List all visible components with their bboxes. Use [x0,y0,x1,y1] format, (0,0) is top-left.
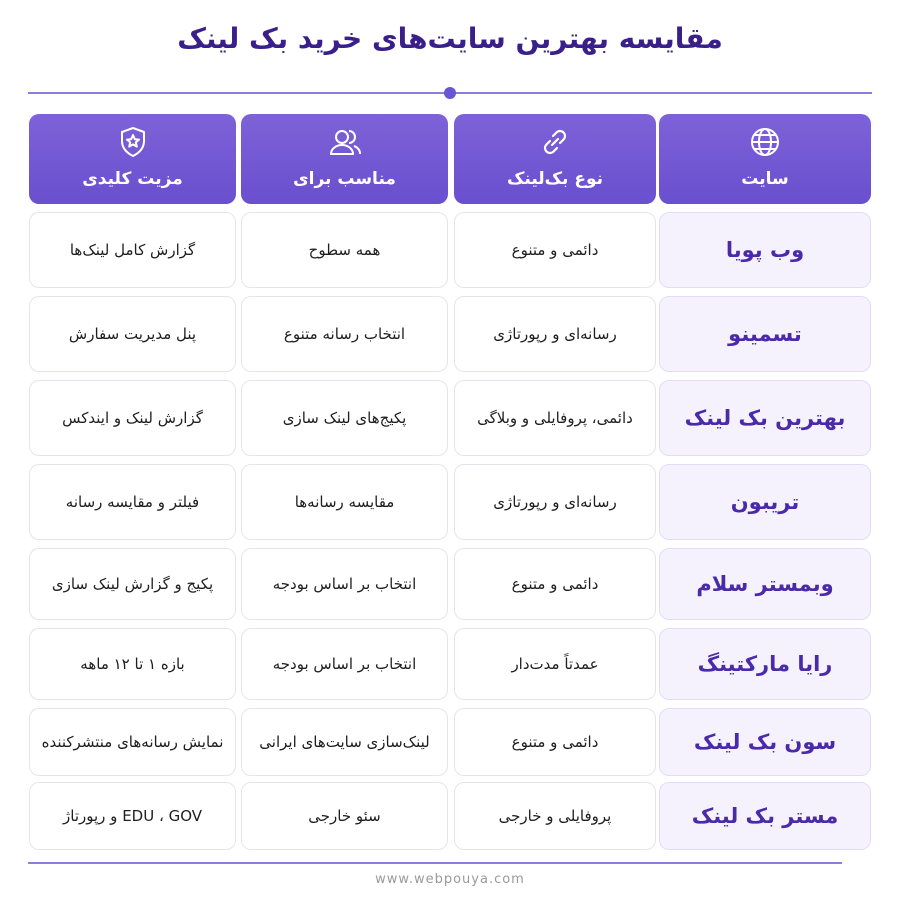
row-7-advantage: نمایش رسانه‌های منتشرکننده [29,708,236,776]
row-2-type: رسانه‌ای و رپورتاژی [454,296,656,372]
row-4-fit: مقایسه رسانه‌ها [241,464,448,540]
row-3-site: بهترین بک لینک [659,380,871,456]
row-6-fit: انتخاب بر اساس بودجه [241,628,448,700]
page-title: مقایسه بهترین سایت‌های خرید بک لینک [177,22,723,55]
row-5-advantage: پکیج و گزارش لینک سازی [29,548,236,620]
header-site [659,114,871,204]
footer-url: www.webpouya.com [375,872,525,887]
row-6-site: رایا مارکتینگ [659,628,871,700]
row-6-type: عمدتاً مدت‌دار [454,628,656,700]
users-icon [325,122,365,162]
row-5-type: دائمی و متنوع [454,548,656,620]
header-fit-label: مناسب برای [293,169,396,189]
shield-star-icon [113,122,153,162]
row-4-type: رسانه‌ای و رپورتاژی [454,464,656,540]
row-8-type: پروفایلی و خارجی [454,782,656,850]
row-7-fit: لینک‌سازی سایت‌های ایرانی [241,708,448,776]
top-divider-dot [444,87,456,99]
row-3-type: دائمی، پروفایلی و وبلاگی [454,380,656,456]
row-1-advantage: گزارش کامل لینک‌ها [29,212,236,288]
row-2-fit: انتخاب رسانه متنوع [241,296,448,372]
row-4-advantage: فیلتر و مقایسه رسانه [29,464,236,540]
row-3-fit: پکیج‌های لینک سازی [241,380,448,456]
row-2-advantage: پنل مدیریت سفارش [29,296,236,372]
header-advantage [29,114,236,204]
row-7-site: سون بک لینک [659,708,871,776]
header-type [454,114,656,204]
row-1-type: دائمی و متنوع [454,212,656,288]
row-4-site: تریبون [659,464,871,540]
row-5-site: وبمستر سلام [659,548,871,620]
row-8-site: مستر بک لینک [659,782,871,850]
header-fit [241,114,448,204]
row-7-type: دائمی و متنوع [454,708,656,776]
row-8-advantage: EDU ، GOV و رپورتاژ [29,782,236,850]
bottom-divider [28,862,842,864]
link-icon [535,122,575,162]
row-5-fit: انتخاب بر اساس بودجه [241,548,448,620]
row-1-site: وب پویا [659,212,871,288]
header-advantage-label: مزیت کلیدی [82,169,183,189]
row-3-advantage: گزارش لینک و ایندکس [29,380,236,456]
row-1-fit: همه سطوح [241,212,448,288]
row-2-site: تسمینو [659,296,871,372]
header-type-label: نوع بک‌لینک [506,169,604,189]
row-6-advantage: بازه ۱ تا ۱۲ ماهه [29,628,236,700]
row-8-fit: سئو خارجی [241,782,448,850]
globe-icon [745,122,785,162]
header-site-label: سایت [741,169,789,189]
